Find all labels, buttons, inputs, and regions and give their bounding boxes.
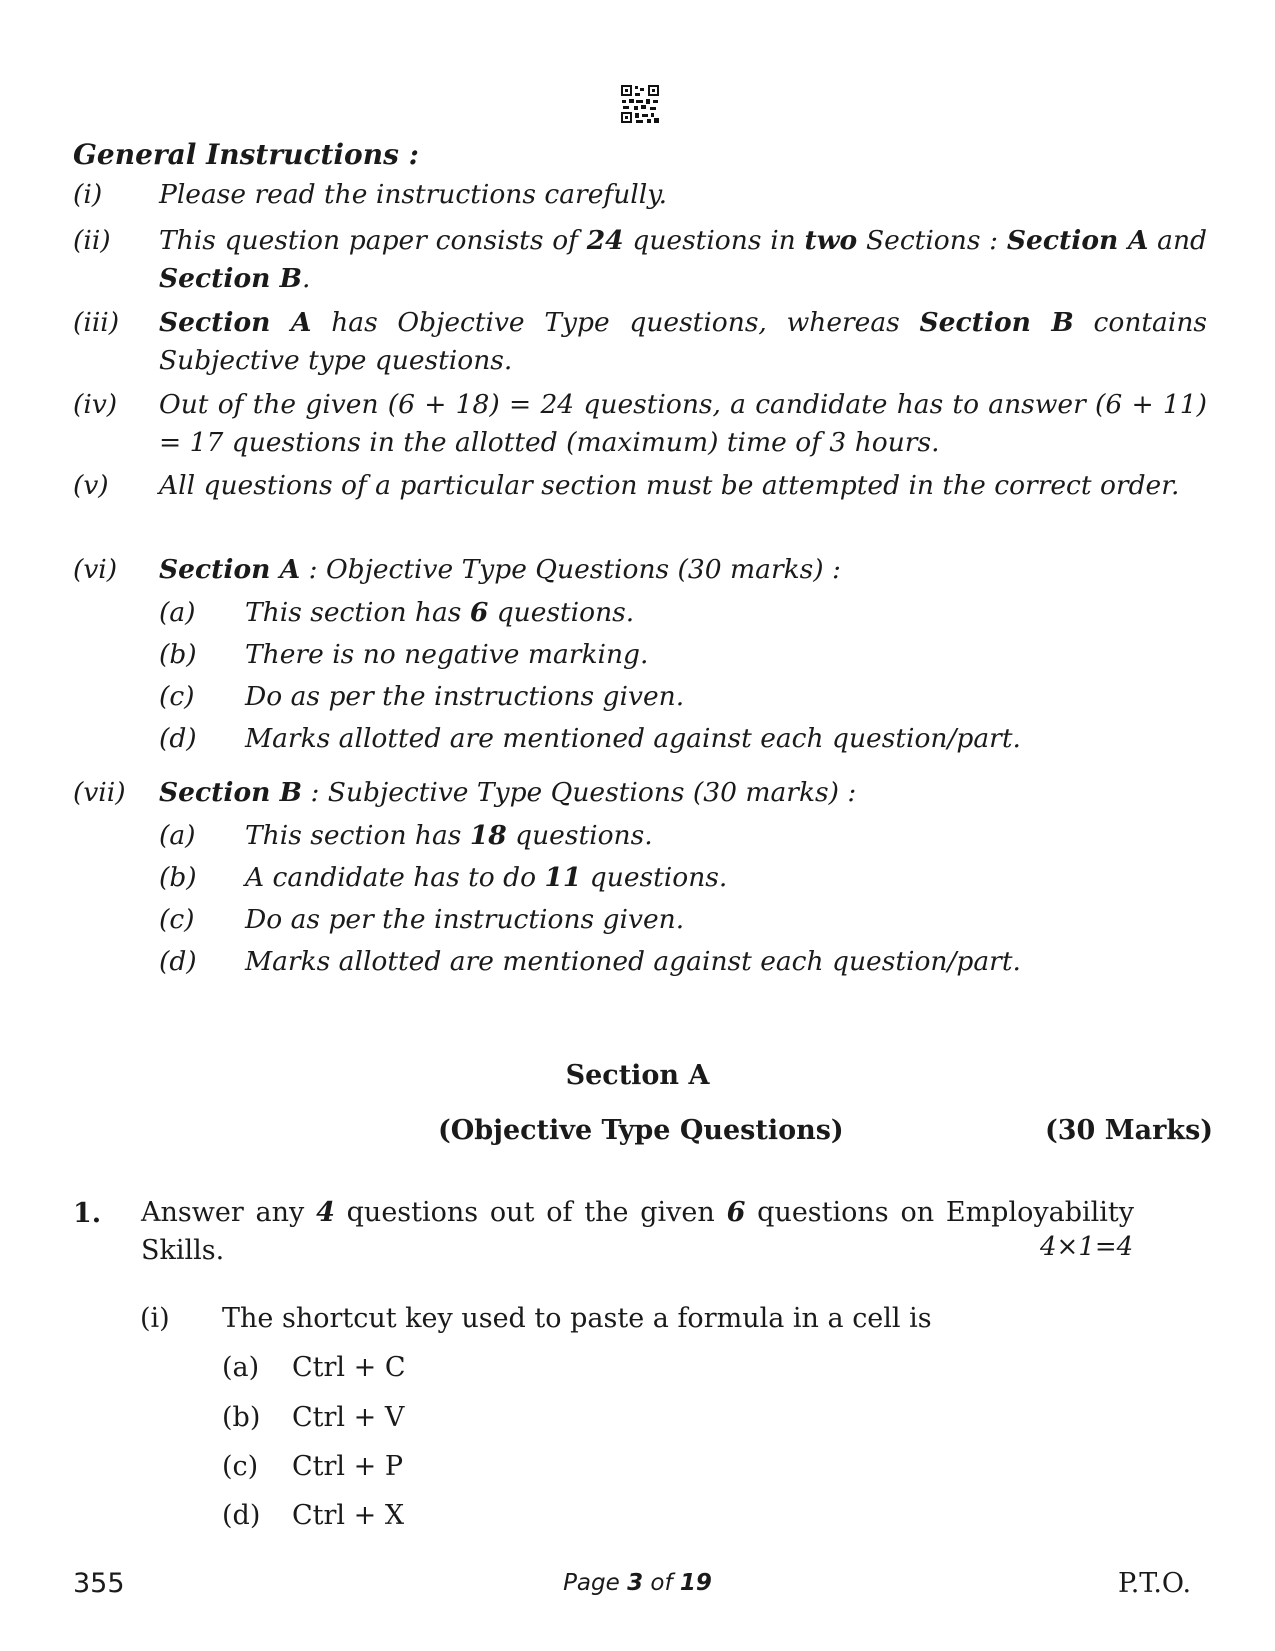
instruction-text: Please read the instructions carefully. xyxy=(159,179,668,210)
rule-label: (a) xyxy=(159,820,196,851)
option-label: (a) xyxy=(222,1352,260,1383)
answer-option xyxy=(222,1402,405,1433)
section-subtitle: (Objective Type Questions) xyxy=(438,1115,844,1146)
instruction-number: (vii) xyxy=(73,777,126,808)
instruction-number: (vi) xyxy=(73,554,118,585)
rule-label: (d) xyxy=(159,723,197,754)
paper-code: 355 xyxy=(73,1568,125,1599)
rule-text: A candidate has to do 11 questions. xyxy=(245,862,728,893)
rule-text: This section has 18 questions. xyxy=(245,820,653,851)
pto-label: P.T.O. xyxy=(1118,1568,1192,1599)
instruction-text: Out of the given (6 + 18) = 24 questions, a candidate has to answer (6 + 11) = 17 questions in the allotted (maximum) time of 3 hours. xyxy=(159,389,1207,458)
question-number: 1. xyxy=(73,1198,102,1229)
answer-option xyxy=(222,1352,406,1383)
option-text: Ctrl + C xyxy=(292,1352,406,1383)
page-number: Page 3 of 19 xyxy=(563,1570,712,1596)
instruction-number: (iii) xyxy=(73,307,120,338)
instruction-text: Section B : Subjective Type Questions (30 marks) : xyxy=(159,777,857,808)
option-text: Ctrl + V xyxy=(292,1402,405,1433)
section-marks: (30 Marks) xyxy=(1045,1115,1214,1146)
instruction-text: Section A : Objective Type Questions (30 marks) : xyxy=(159,554,841,585)
instruction-text: All questions of a particular section must be attempted in the correct order. xyxy=(159,470,1180,501)
answer-option xyxy=(222,1451,404,1482)
rule-label: (c) xyxy=(159,904,195,935)
question-marks: 4×1=4 xyxy=(1040,1232,1134,1262)
answer-option xyxy=(222,1500,405,1531)
rule-text: Do as per the instructions given. xyxy=(245,904,685,935)
instruction-number: (ii) xyxy=(73,225,111,256)
rule-label: (d) xyxy=(159,946,197,977)
instruction-number: (i) xyxy=(73,179,103,210)
rule-text: Marks allotted are mentioned against each question/part. xyxy=(245,946,1021,977)
rule-label: (b) xyxy=(159,639,197,670)
general-instructions-heading: General Instructions : xyxy=(73,138,419,171)
option-label: (d) xyxy=(222,1500,261,1531)
instruction-number: (iv) xyxy=(73,389,118,420)
rule-text: This section has 6 questions. xyxy=(245,597,635,628)
option-text: Ctrl + X xyxy=(292,1500,405,1531)
section-title: Section A xyxy=(565,1060,710,1091)
sub-question-text: The shortcut key used to paste a formula in a cell is xyxy=(222,1303,932,1334)
rule-text: Marks allotted are mentioned against each question/part. xyxy=(245,723,1021,754)
question-text: Answer any 4 questions out of the given 6 questions on Employability Skills. xyxy=(141,1197,1134,1266)
option-text: Ctrl + P xyxy=(292,1451,404,1482)
rule-text: Do as per the instructions given. xyxy=(245,681,685,712)
instruction-text: This question paper consists of 24 questions in two Sections : Section A and Section B. xyxy=(159,225,1207,294)
sub-question-number: (i) xyxy=(140,1303,170,1334)
option-label: (c) xyxy=(222,1451,259,1482)
option-label: (b) xyxy=(222,1402,261,1433)
instruction-text: Section A has Objective Type questions, whereas Section B contains Subjective type questions. xyxy=(159,307,1207,376)
instruction-number: (v) xyxy=(73,470,109,501)
rule-text: There is no negative marking. xyxy=(245,639,649,670)
rule-label: (c) xyxy=(159,681,195,712)
rule-label: (b) xyxy=(159,862,197,893)
qr-code xyxy=(620,84,660,124)
sub-question xyxy=(140,1303,932,1334)
rule-label: (a) xyxy=(159,597,196,628)
